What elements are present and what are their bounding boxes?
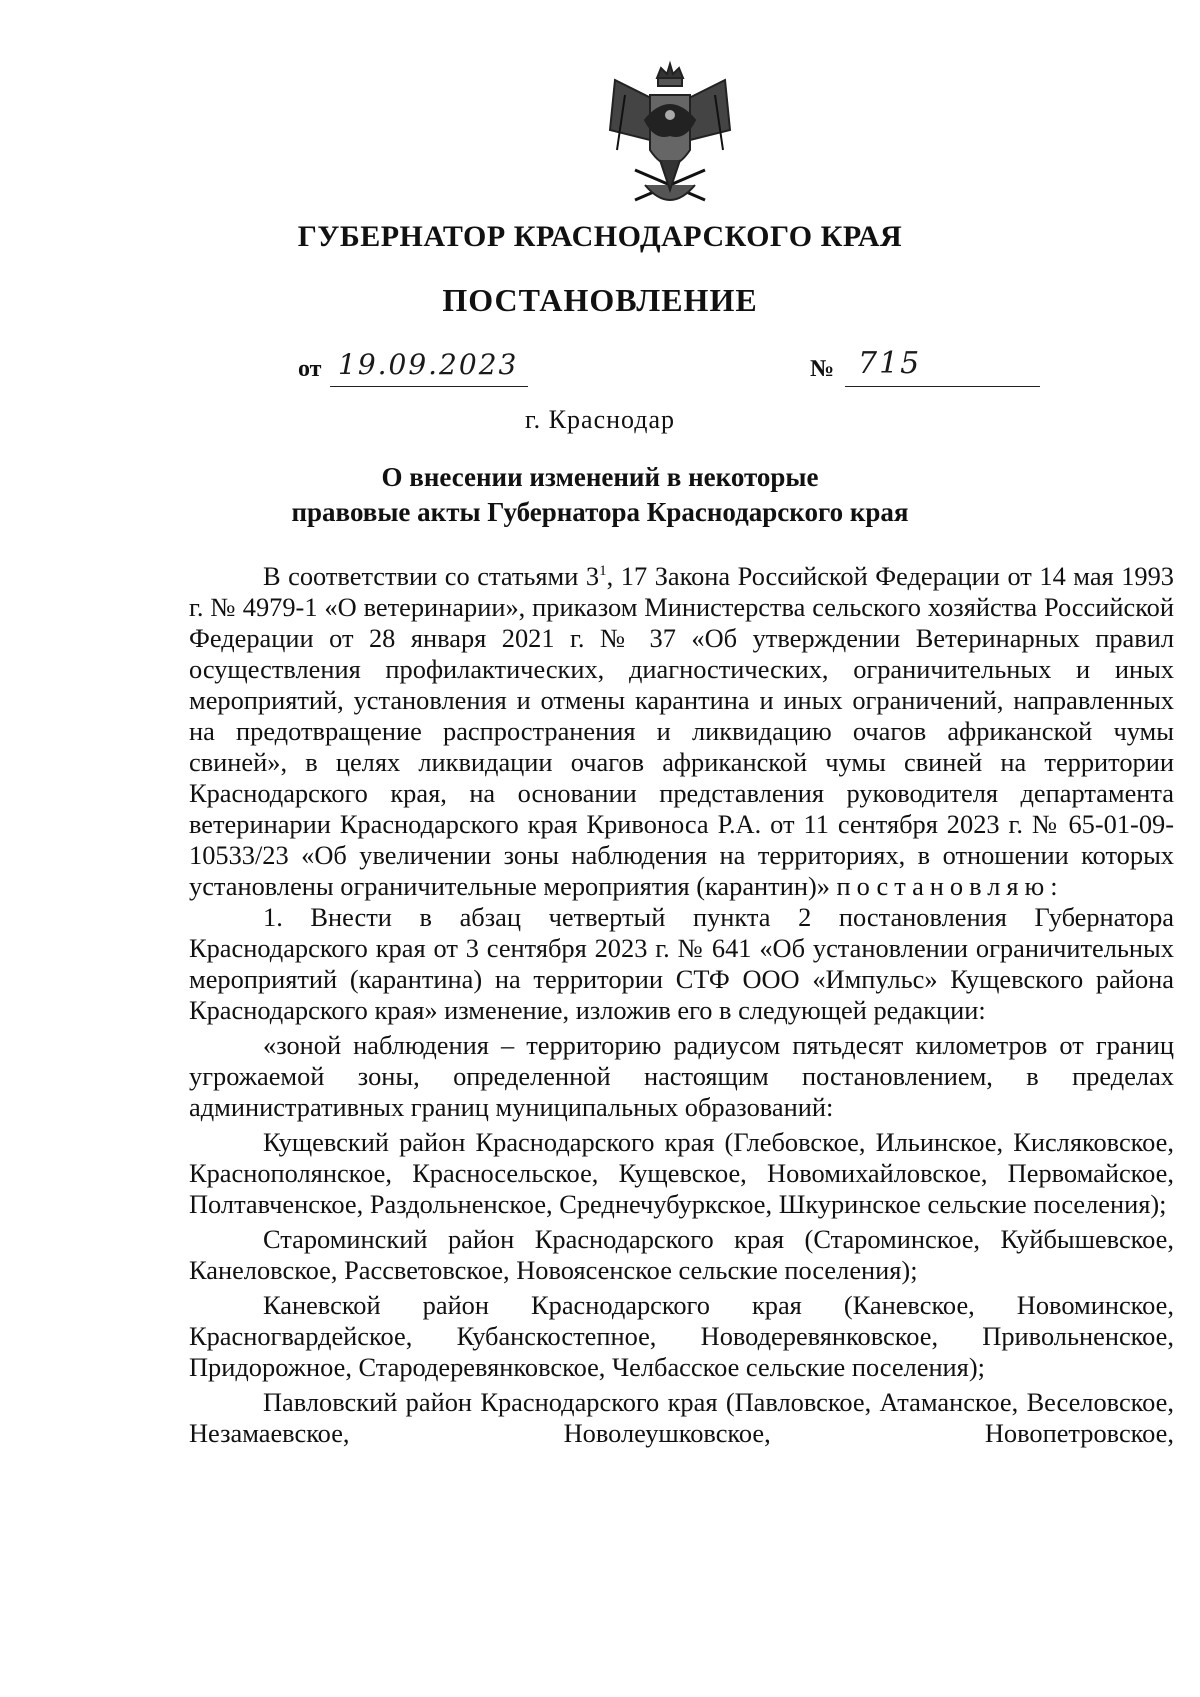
paragraph-kanevskoy: Каневской район Краснодарского края (Каневское, Новоминское, Красногвардейское, Кубанскостепное, Новодеревянковское, Привольненское, Придорожное, Стародеревянковское, Челбасское сельские поселения); (189, 1290, 1174, 1382)
number-label: № (810, 356, 835, 382)
date-number-row (0, 346, 1200, 396)
issuing-authority: ГУБЕРНАТОР КРАСНОДАРСКОГО КРАЯ (297, 220, 903, 253)
document-type: ПОСТАНОВЛЕНИЕ (442, 282, 758, 318)
paragraph-pavlovsky: Павловский район Краснодарского края (Павловское, Атаманское, Веселовское, Незамаевское, Новолеушковское, Новопетровское, (189, 1387, 1174, 1448)
document-body (189, 561, 1174, 1449)
date-underline (330, 386, 528, 387)
document-title (0, 460, 1200, 530)
handwritten-date: 19.09.2023 (338, 348, 519, 381)
title-line-1: О внесении изменений в некоторые (381, 462, 819, 492)
paragraph-item-1: 1. Внести в абзац четвертый пункта 2 постановления Губернатора Краснодарского края от 3 сентября 2023 г. № 641 «Об установлении ограничительных мероприятий (карантина) на территории СТФ ООО «Импульс» Кущевского района Краснодарского края» изменение, изложив его в следующей редакции: (189, 902, 1174, 1025)
paragraph-preamble (189, 561, 1174, 902)
paragraph-kushchevsky: Кущевский район Краснодарского края (Глебовское, Ильинское, Кисляковское, Краснополянское, Красносельское, Кущевское, Новомихайловское, Первомайское, Полтавченское, Раздольненское, Среднечубуркское, Шкуринское сельские поселения); (189, 1127, 1174, 1219)
date-label: от (298, 356, 322, 382)
preamble-start: В соответствии со статьями 3 (263, 561, 600, 591)
city: г. Краснодар (524, 405, 676, 434)
article-superscript: 1 (599, 563, 607, 580)
paragraph-observation-zone: «зоной наблюдения – территорию радиусом пятьдесят километров от границ угрожаемой зоны, определенной настоящим постановлением, в пределах административных границ муниципальных образований: (189, 1030, 1174, 1122)
preamble-text: , 17 Закона Российской Федерации от 14 мая 1993 г. № 4979-1 «О ветеринарии», приказом Министерства сельского хозяйства Российской Федерации от 28 января 2021 г. № 37 «Об утверждении Ветеринарных правил осуществления профилактических, диагностических, ограничительных и иных мероприятий, установления и отмены карантина и иных ограничений, направленных на предотвращение распространения и ликвидацию очагов африканской чумы свиней», в целях ликвидации очагов африканской чумы свиней на территории Краснодарского края, на основании представления руководителя департамента ветеринарии Краснодарского края Кривоноса Р.А. от 11 сентября 2023 г. № 65-01-09-10533/23 «Об увеличении зоны наблюдения на территориях, в отношении которых установлены ограничительные мероприятия (карантин)» (189, 561, 1174, 901)
paragraph-starominsky: Староминский район Краснодарского края (Староминское, Куйбышевское, Канеловское, Рассветовское, Новоясенское сельские поселения); (189, 1224, 1174, 1285)
decree-keyword: постановляю: (836, 871, 1064, 901)
number-underline (845, 386, 1040, 387)
title-line-2: правовые акты Губернатора Краснодарского края (291, 497, 909, 527)
coat-of-arms-emblem (595, 60, 745, 220)
handwritten-number: 715 (858, 346, 922, 381)
